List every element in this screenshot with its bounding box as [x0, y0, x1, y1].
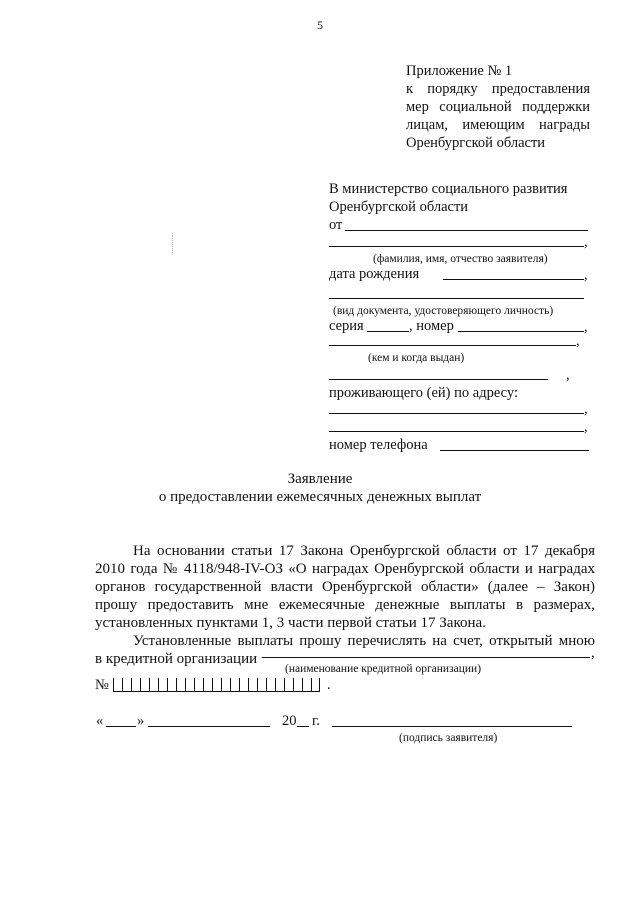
account-cell[interactable] — [203, 678, 212, 692]
comma: , — [566, 367, 570, 383]
account-cell[interactable] — [167, 678, 176, 692]
account-cell[interactable] — [239, 678, 248, 692]
account-cell[interactable] — [221, 678, 230, 692]
account-cell[interactable] — [212, 678, 221, 692]
birth-date-field[interactable] — [443, 279, 584, 280]
day-field[interactable] — [106, 726, 136, 727]
recipient-line-1: В министерство социального развития — [329, 181, 568, 197]
account-cell[interactable] — [275, 678, 284, 692]
quote-open: « — [96, 713, 104, 729]
year-suffix: г. — [312, 713, 320, 729]
from-label: от — [329, 217, 343, 233]
body-line: установленных пунктами 1, 3 части первой статьи 17 Закона. — [95, 615, 486, 631]
bank-name-caption: (наименование кредитной организации) — [285, 663, 482, 675]
account-cell[interactable] — [257, 678, 266, 692]
recipient-line-2: Оренбургской области — [329, 199, 469, 215]
id-document-caption: (вид документа, удостоверяющего личность) — [333, 305, 554, 317]
comma: , — [584, 234, 588, 250]
comma: , — [576, 333, 580, 349]
comma: , — [584, 267, 588, 283]
appendix-line: Оренбургской области — [406, 135, 546, 151]
account-cell[interactable] — [149, 678, 158, 692]
month-field[interactable] — [148, 726, 270, 727]
name-field[interactable] — [329, 246, 584, 247]
address-field-2[interactable] — [329, 431, 584, 432]
account-cell[interactable] — [284, 678, 293, 692]
birth-date-label: дата рождения — [329, 266, 420, 282]
account-end: . — [327, 677, 331, 693]
account-cell[interactable] — [302, 678, 311, 692]
body-line: Установленные выплаты прошу перечислять на счет, открытый мною — [133, 633, 595, 649]
issued-by-field[interactable] — [329, 345, 576, 346]
comma: , — [584, 419, 588, 435]
account-cell[interactable] — [293, 678, 302, 692]
account-cell[interactable] — [176, 678, 185, 692]
document-subtitle: о предоставлении ежемесячных денежных выплат — [158, 489, 482, 505]
body-line: органов государственной власти Оренбургской области» (далее – Закон) — [95, 579, 595, 595]
body-line: 2010 года № 4118/948-IV-ОЗ «О наградах Оренбургской области и наградах — [95, 561, 595, 577]
body-paragraph-1 — [95, 542, 595, 668]
id-document-field[interactable] — [329, 298, 584, 299]
account-cell[interactable] — [122, 678, 131, 692]
appendix-line: к порядку предоставления — [406, 81, 590, 97]
comma: , — [584, 401, 588, 417]
extra-field[interactable] — [329, 379, 548, 380]
address-label: проживающего (ей) по адресу: — [329, 385, 518, 401]
signature-field[interactable] — [332, 726, 572, 727]
account-cell[interactable] — [113, 678, 122, 692]
account-cell[interactable] — [140, 678, 149, 692]
account-cell[interactable] — [230, 678, 239, 692]
body-line: в кредитной организации — [95, 651, 258, 667]
phone-label: номер телефона — [329, 437, 428, 453]
appendix-line: мер социальной поддержки — [406, 99, 590, 115]
issued-by-caption: (кем и когда выдан) — [368, 352, 465, 364]
series-label: серия — [329, 318, 364, 334]
comma: , — [591, 645, 595, 661]
body-line: прошу предоставить мне ежемесячные денежные выплаты в размерах, — [95, 597, 595, 613]
account-cell[interactable] — [185, 678, 194, 692]
account-cell[interactable] — [131, 678, 140, 692]
signature-caption: (подпись заявителя) — [399, 732, 498, 744]
appendix-line: Приложение № 1 — [406, 63, 513, 79]
address-field-1[interactable] — [329, 413, 584, 414]
year-field[interactable] — [297, 726, 309, 727]
account-number-cells[interactable] — [113, 678, 320, 692]
margin-mark — [172, 235, 174, 253]
account-cell[interactable] — [311, 678, 320, 692]
phone-field[interactable] — [440, 450, 589, 451]
quote-close: » — [137, 713, 145, 729]
document-title: Заявление — [287, 471, 353, 487]
account-cell[interactable] — [248, 678, 257, 692]
bank-name-field[interactable] — [262, 657, 590, 658]
number-field[interactable] — [458, 331, 584, 332]
body-line: На основании статьи 17 Закона Оренбургской области от 17 декабря — [133, 543, 595, 559]
comma: , — [584, 319, 588, 335]
account-cell[interactable] — [266, 678, 275, 692]
account-cell[interactable] — [194, 678, 203, 692]
page-number: 5 — [317, 18, 323, 32]
number-label: , номер — [409, 318, 454, 334]
series-field[interactable] — [367, 331, 409, 332]
name-caption: (фамилия, имя, отчество заявителя) — [373, 253, 548, 265]
year-prefix: 20 — [282, 713, 297, 729]
account-cell[interactable] — [158, 678, 167, 692]
appendix-line: лицам, имеющим награды — [406, 117, 590, 133]
account-label: № — [95, 677, 109, 693]
appendix-header — [406, 62, 590, 152]
from-field[interactable] — [345, 230, 588, 231]
